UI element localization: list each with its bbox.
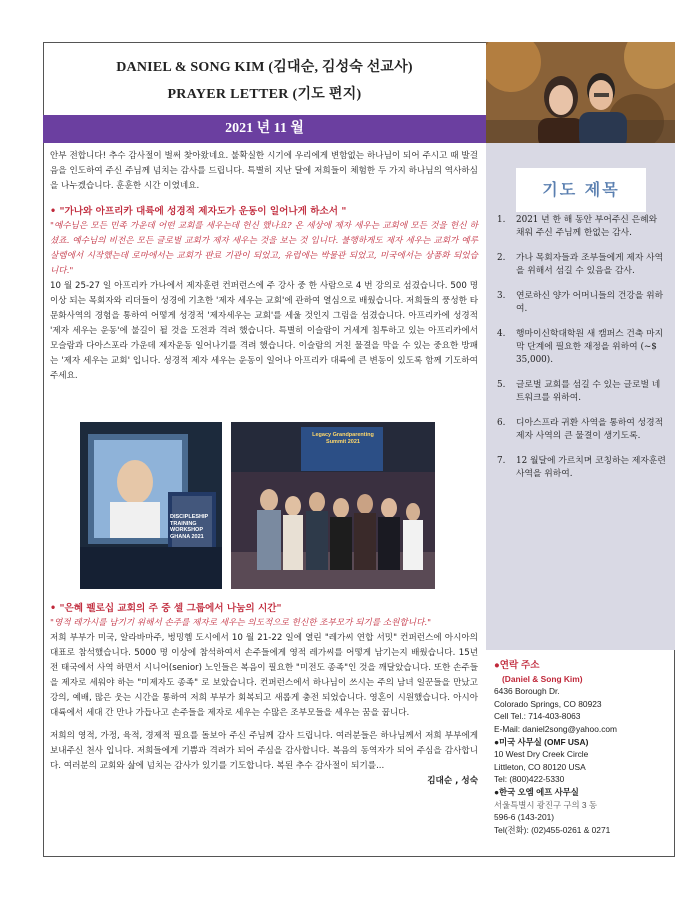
header-title: DANIEL & SONG KIM (김대순, 김성숙 선교사) <box>116 60 413 75</box>
prayer-item-number: 5. <box>497 380 506 390</box>
contact-heading: ●연락 주소 <box>494 660 540 671</box>
section2-quote: "영적 레가시를 남기기 위해서 손주를 제자로 세우는 의도적으로 헌신한 조부모가 되기를 소원합니다." <box>50 618 432 628</box>
contact-cell: Cell Tel.: 714-403-8063 <box>494 711 581 722</box>
ghana-workshop-art <box>80 422 222 589</box>
ghana-workshop-banner: DISCIPLESHIP TRAINING WORKSHOP GHANA 2021 <box>170 514 209 540</box>
conference-photos <box>80 422 435 589</box>
us-office-line1: 10 West Dry Creek Circle <box>494 749 589 760</box>
prayer-item-text: 12 월달에 가르치며 코칭하는 제자훈련 사역을 위하여. <box>516 456 666 479</box>
prayer-item-number: 2. <box>497 253 506 263</box>
intro-paragraph: 안부 전합니다! 추수 감사절이 벌써 찾아왔네요. 불확실한 시기에 우리에게 변함없는 하나님이 되어 주시고 때 발걸음을 인도하여 주신 주님께 넘치는 감사를 드립니다. 특별히 지난 달에 저희들이 체험한 두 가지 하나님의 역사하심을 나누겠습니다. 훈훈한 시간 이였네요. <box>50 151 478 191</box>
section2-heading: • "은혜 펠로십 교회의 주 중 셀 그룹에서 나눔의 시간" <box>50 603 282 614</box>
contact-name: (Daniel & Song Kim) <box>502 673 583 684</box>
couple-photo <box>486 42 675 143</box>
letter-body-lower <box>50 601 478 789</box>
us-office-heading: ●미국 사무실 (OMF USA) <box>494 736 589 747</box>
korea-office-heading: ●한국 오엠 에프 사무실 <box>494 786 579 797</box>
prayer-item-number: 1. <box>497 215 506 225</box>
contact-address-line2: Colorado Springs, CO 80923 <box>494 698 602 709</box>
legacy-summit-banner: Legacy Grandparenting Summit 2021 <box>312 432 374 445</box>
us-office-line2: Littleton, CO 80120 USA <box>494 761 586 772</box>
prayer-item-text: 2021 년 한 해 동안 부어주신 은혜와 채워 주신 주님께 한없는 감사. <box>516 215 658 238</box>
contact-address-line1: 6436 Borough Dr. <box>494 686 560 697</box>
prayer-item-number: 7. <box>497 456 506 466</box>
us-office-phone: Tel: (800)422-5330 <box>494 774 565 785</box>
section1-heading: • "가나와 아프리카 대륙에 성경적 제자도가 운동이 일어나게 하소서 " <box>50 206 347 217</box>
prayer-item <box>497 455 667 481</box>
prayer-item <box>497 290 667 316</box>
section1-body: 10 월 25-27 일 아프리카 가나에서 제자훈련 컨퍼런스에 주 강사 중 한 사람으로 4 번 강의로 섬겼습니다. 500 명 이상 되는 목회자와 리더들이 성경에 기초한 '제자 세우는 교회'에 관하여 열심으로 배웠습니다. 저희들의 풍성한 타문화사역의 경험을 통하여 어떻게 성경적 '제자세우는 교회'를 세울 것인지 그림을 섬겼습니다. 아프리카에 성경적 '제자 세우는 운동'에 불길이 될 것을 도전과 격려 했습니다. 특별히 이슬람이 거세게 침투하고 있는 아프리카에서 모슬람과 다아스포라 가운데 제자운동 일어나기를 격려 했습니다. 이슬람의 거친 물결을 막을 수 있는 중요한 방패는 '제자 세우는 교회' 입니다. 성경적 제자 세우는 운동이 일어나 아프리카 대륙에 큰 변동이 있도록 함께 기도하여 주세요. <box>50 281 478 381</box>
korea-office-line1: 서울특별시 광진구 구의 3 동 <box>494 799 597 810</box>
prayer-item-text: 가나 목회자들과 조부들에게 제자 사역을 위해서 섬길 수 있음을 감사. <box>516 253 664 276</box>
legacy-summit-art <box>231 422 435 589</box>
contact-email[interactable]: E-Mail: daniel2song@yahoo.com <box>494 723 618 734</box>
letter-body <box>50 149 478 384</box>
prayer-item-number: 4. <box>497 329 506 339</box>
prayer-item-number: 6. <box>497 418 506 428</box>
prayer-item <box>497 214 667 240</box>
prayer-item-text: 연로하신 양가 어머니들의 건강을 위하여. <box>516 291 664 314</box>
prayer-item <box>497 252 667 278</box>
legacy-summit-photo <box>231 422 435 589</box>
prayer-item-text: 디아스프라 귀환 사역을 통하여 성경적 제자 사역의 큰 물결이 생기도록. <box>516 418 664 441</box>
closing-paragraph: 저희의 영적, 가정, 육적, 경제적 필요를 돌보아 주신 주님께 감사 드립니다. 여러분들은 하나님께서 저희 부부에게 보내주신 천사 입니다. 저희들에게 기쁨과 격려가 되어 주심을 감사합니다. 복음의 동역자가 되어 주심을 감사합니다. 여러분의 교회와 삶에 넘치는 감사가 있기를 기도합니다. 복된 추수 감사절이 되기를... <box>50 731 478 771</box>
couple-photo-art <box>486 42 675 143</box>
section2-body: 저희 부부가 미국, 알라바마주, 벙밍헴 도시에서 10 월 21-22 일에 열린 "레가씨 연합 서밋" 컨퍼런스에 아시아의 대표로 참석했습니다. 5000 명 이상에 참석하여서 손주들에게 영적 레가씨를 어떻게 남기는지 배웠습니다. 15년 전 태국에서 사역 하면서 시니어(senior) 노인들은 복음이 필요한 "미전도 종족"인 것을 깨달았습니다. 또한 손주들을 제자로 세워야 하는 "미제자도 종족" 로 보았습니다. 컨퍼런스에서 하나님이 쓰시는 주의 남녀 일꾼들을 만났고 강의, 예배, 많은 웃는 시간을 통하여 저희 부부가 회복되고 새롭게 충전 되었습니다. 영혼이 시원했습니다. 아시아 대륙에서 세대 간 만나 가듭나고 손주들을 제자로 세우는 수많은 조부모들을 세우는 꿈을 꿉니다. <box>50 633 478 718</box>
korea-office-phone: Tel(전화): (02)455-0261 & 0271 <box>494 824 611 835</box>
prayer-item <box>497 379 667 405</box>
prayer-item <box>497 417 667 443</box>
date-bar: 2021 년 11 월 <box>43 115 486 143</box>
ghana-workshop-photo <box>80 422 222 589</box>
letter-header <box>43 42 486 115</box>
prayer-item-number: 3. <box>497 291 506 301</box>
prayer-list <box>497 214 667 493</box>
contact-info <box>494 660 672 836</box>
prayer-item-text: 글로벌 교회를 섬길 수 있는 글로벌 네트워크를 위하여. <box>516 380 661 403</box>
prayer-item-text: 행마이신학대학원 새 캠퍼스 건축 마지막 단계에 필요한 재정을 위하여 (~$ 35,000). <box>516 329 664 365</box>
section1-quote: "예수님은 모든 민족 가운데 어떤 교회를 세우는데 헌신 했나요? 온 세상에 제자 세우는 교회에 모든 것을 헌신 하셨죠. 예수님의 비전은 모든 글로벌 교회가 제자 세우는 것을 보는 것 입니다. 불행하게도 제자 세우는 교회가 예루살렘에서 시작했는데 로마에서는 교회가 판료 기관이 되었고, 유럽에는 박물관 되었고, 미국에서는 상품화 되었습니다." <box>50 221 478 276</box>
korea-office-line2: 596-6 (143-201) <box>494 812 555 823</box>
header-subtitle: PRAYER LETTER (기도 편지) <box>167 87 362 102</box>
signature: 김대순 , 성숙 <box>427 776 478 786</box>
prayer-item <box>497 328 667 367</box>
prayer-title: 기도 제목 <box>516 168 646 212</box>
